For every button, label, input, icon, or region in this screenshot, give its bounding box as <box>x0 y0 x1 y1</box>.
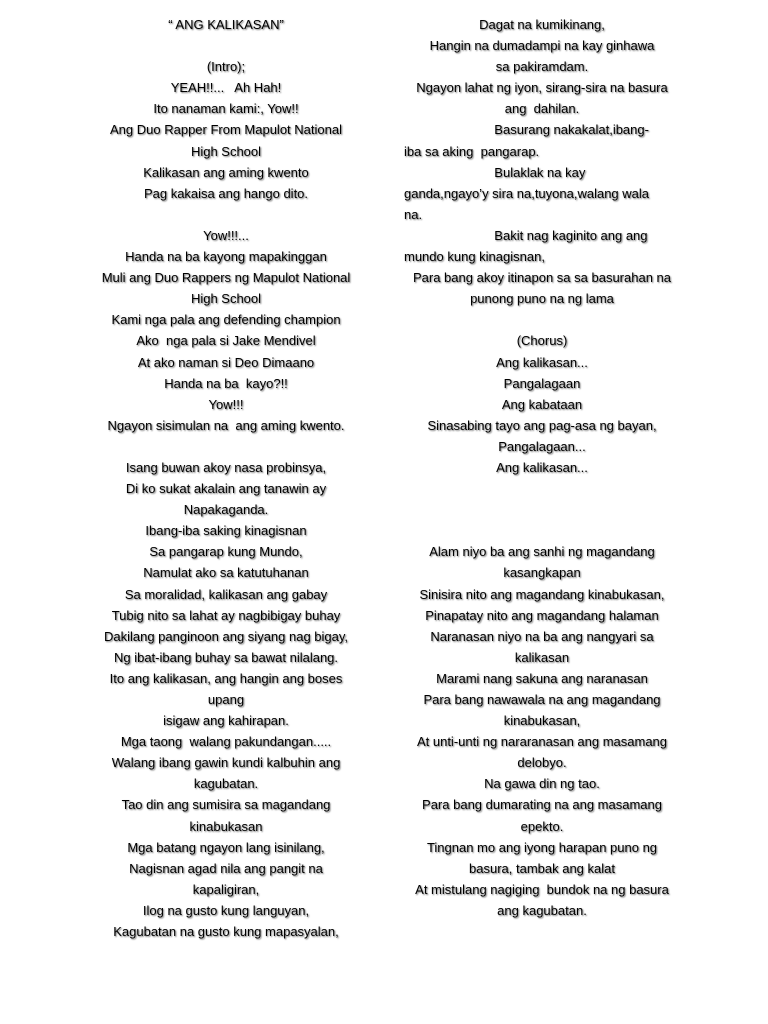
lyric-line: upang <box>207 692 245 707</box>
lyric-line <box>88 436 364 457</box>
lyric-line: Napakaganda. <box>183 502 269 518</box>
lyric-line: kagubatan. <box>193 776 259 792</box>
lyric-line: Para bang dumarating na ang masamang <box>422 797 662 813</box>
lyric-line <box>404 309 680 330</box>
lyric-line: Sinisira nito ang magandang kinabukasan, <box>419 586 665 602</box>
lyric-line: kapaligiran, <box>192 881 260 897</box>
lyric-line: Mga taong walang pakundangan..... <box>120 734 332 750</box>
lyric-line: isigaw ang kahirapan. <box>163 713 289 729</box>
lyric-line: Hangin na dumadampi na kay ginhawa <box>429 38 655 54</box>
lyric-line: High School <box>190 291 262 307</box>
lyric-line: Ang kalikasan... <box>496 459 588 475</box>
lyric-line: Dakilang panginoon ang siyang nag bigay, <box>103 628 349 644</box>
lyric-line: sa pakiramdam. <box>495 59 589 75</box>
lyric-line: Bakit nag kaginito ang ang <box>404 227 648 243</box>
lyric-line: kalikasan <box>514 649 570 665</box>
lyric-line <box>404 478 680 499</box>
lyric-line: Para bang akoy itinapon sa sa basurahan na <box>412 270 672 286</box>
lyric-line <box>88 204 364 225</box>
lyric-line: Muli ang Duo Rappers ng Mapulot National <box>101 270 351 286</box>
lyric-line: kasangkapan <box>503 565 581 581</box>
lyric-line: High School <box>190 143 262 159</box>
lyric-line: Ilog na gusto kung languyan, <box>142 902 310 918</box>
lyric-line: Pag kakaisa ang hango dito. <box>143 185 309 201</box>
lyric-line: Ito nanaman kami:, Yow!! <box>153 101 299 117</box>
lyric-line: Mga batang ngayon lang isinilang, <box>127 839 325 855</box>
lyric-line: punong puno na ng lama <box>470 291 614 307</box>
song-title: “ ANG KALIKASAN” <box>168 17 284 32</box>
lyric-line: Ng ibat-ibang buhay sa bawat nilalang. <box>113 649 339 665</box>
lyric-line: Walang ibang gawin kundi kalbuhin ang <box>111 755 341 771</box>
lyric-line <box>404 520 680 541</box>
lyric-line: Ako nga pala si Jake Mendivel <box>136 333 316 349</box>
lyric-line: Bulaklak na kay <box>404 164 586 180</box>
lyric-line: Naranasan niyo na ba ang nangyari sa <box>430 628 654 644</box>
lyric-line: Ngayon lahat ng iyon, sirang-sira na basura <box>416 80 668 96</box>
lyric-line: Yow!!! <box>208 396 244 412</box>
lyric-line: delobyo. <box>517 755 567 771</box>
lyric-line: Ibang-iba saking kinagisnan <box>145 523 307 539</box>
lyric-line: Yow!!!... <box>203 227 249 243</box>
lyric-line: At unti-unti ng nararanasan ang masamang <box>416 734 668 750</box>
lyric-line: Ang Duo Rapper From Mapulot National <box>110 122 342 138</box>
lyric-line: kinabukasan <box>189 818 263 834</box>
lyric-line <box>404 499 680 520</box>
lyric-line: Ngayon sisimulan na ang aming kwento. <box>107 417 345 433</box>
lyric-line: epekto. <box>520 818 564 834</box>
lyric-line: Pangalagaan <box>503 375 581 391</box>
lyric-line: ang kagubatan. <box>497 902 587 918</box>
lyric-line <box>88 35 364 56</box>
lyric-line: Isang buwan akoy nasa probinsya, <box>125 459 327 475</box>
lyric-line: Handa na ba kayo?!! <box>164 375 288 391</box>
lyric-line: Kalikasan ang aming kwento <box>143 164 309 180</box>
lyric-line: Para bang nawawala na ang magandang <box>423 692 661 707</box>
lyrics-left-column <box>88 14 364 942</box>
lyric-line: (Chorus) <box>516 333 568 349</box>
lyric-line: mundo kung kinagisnan, <box>404 249 545 265</box>
lyric-line: na. <box>404 206 423 222</box>
lyric-line: Di ko sukat akalain ang tanawin ay <box>125 481 327 497</box>
lyric-line: ganda,ngayo’y sira na,tuyona,walang wala <box>404 185 650 201</box>
lyric-line: Dagat na kumikinang, <box>479 17 605 32</box>
lyric-line: Alam niyo ba ang sanhi ng magandang <box>429 544 655 560</box>
lyric-line: Tubig nito sa lahat ay nagbibigay buhay <box>111 607 341 623</box>
lyric-line: Sa pangarap kung Mundo, <box>149 544 303 560</box>
lyric-line: Ito ang kalikasan, ang hangin ang boses <box>109 670 343 686</box>
lyric-line: Nagisnan agad nila ang pangit na <box>129 860 323 876</box>
lyric-line: Na gawa din ng tao. <box>484 776 600 792</box>
lyric-line: basura, tambak ang kalat <box>469 860 615 876</box>
lyric-line: YEAH!!... Ah Hah! <box>170 80 282 96</box>
lyric-line: Handa na ba kayong mapakinggan <box>125 249 327 265</box>
lyric-line: Tingnan mo ang iyong harapan puno ng <box>426 839 658 855</box>
lyric-line: Ang kabataan <box>501 396 583 412</box>
lyric-line: Pinapatay nito ang magandang halaman <box>425 607 659 623</box>
lyric-line: At ako naman si Deo Dimaano <box>137 354 315 370</box>
lyric-line: Ang kalikasan... <box>496 354 588 370</box>
lyric-line: Sinasabing tayo ang pag-asa ng bayan, <box>427 417 657 433</box>
lyric-line: Pangalagaan... <box>498 438 586 454</box>
lyric-line: ang dahilan. <box>504 101 580 117</box>
lyric-line: Marami nang sakuna ang naranasan <box>436 670 648 686</box>
lyric-line: Tao din ang sumisira sa magandang <box>121 797 331 813</box>
lyric-line: At mistulang nagiging bundok na ng basura <box>415 881 669 897</box>
lyric-line: Sa moralidad, kalikasan ang gabay <box>124 586 328 602</box>
lyric-line: Namulat ako sa katutuhanan <box>143 565 309 581</box>
lyric-line: Kami nga pala ang defending champion <box>111 312 341 328</box>
lyric-line: (Intro); <box>206 59 246 75</box>
lyrics-right-column <box>404 14 680 921</box>
lyric-line: Basurang nakakalat,ibang- <box>404 122 649 138</box>
lyric-line: Kagubatan na gusto kung mapasyalan, <box>113 924 339 940</box>
lyric-line: iba sa aking pangarap. <box>404 143 540 159</box>
lyric-line: kinabukasan, <box>503 713 581 729</box>
